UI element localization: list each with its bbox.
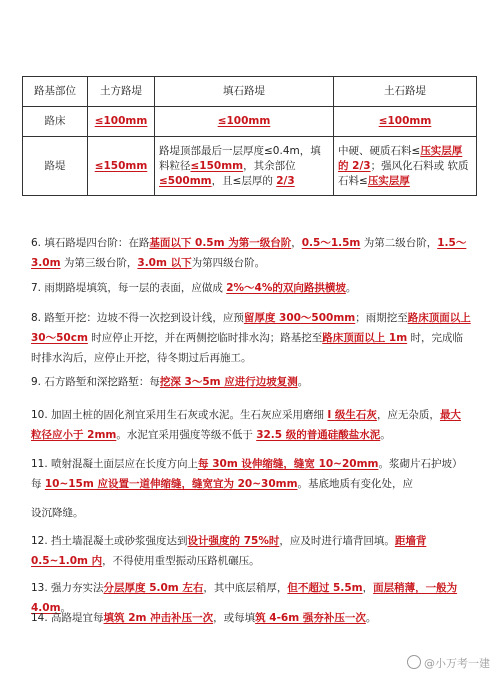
table-row-bed — [23, 107, 477, 137]
table-row-embankment — [23, 137, 477, 196]
item-12: 12. 挡土墙混凝土或砂浆强度达到设计强度的 75%时，应及时进行墙背回填。距墙背 0.5~1.0m 内，不得使用重型振动压路机碾压。 — [31, 535, 427, 567]
cell-bed-soil: ≤100mm — [94, 115, 148, 127]
table-header-row — [23, 77, 477, 107]
header-rock: 填石路堤 — [155, 77, 334, 107]
cell-bed-rock: ≤100mm — [217, 115, 271, 127]
watermark — [407, 655, 490, 671]
watermark-logo-icon — [407, 655, 421, 669]
item-11-continued: 设沉降缝。 — [31, 507, 84, 519]
item-7: 7. 雨期路堤填筑，每一层的表面，应做成 2%～4%的双向路拱横坡。 — [31, 282, 357, 294]
item-8: 8. 路堑开挖：边坡不得一次挖到设计线，应预留厚度 300～500mm；雨期挖至路床顶面以上 30～50cm 时应停止开挖，并在两侧挖临时排水沟；路基挖至路床顶面以上 1m 时，完成临时排水沟后，应停止开挖，待冬期过后再施工。 — [31, 312, 471, 364]
cell-emb-rock: 路堤顶部最后一层厚度≤0.4m，填料粒径≤150mm，其余部位≤500mm，且≤层厚的 2/3 — [155, 137, 334, 196]
cell-emb-soil: ≤150mm — [94, 159, 148, 172]
item-11: 11. 喷射混凝土面层应在长度方向上每 30m 设伸缩缝，缝宽 10~20mm。浆砌片石护坡）每 10~15m 应设置一道伸缩缝，缝宽宜为 20~30mm。基底地质有变化处，应 — [31, 458, 463, 490]
cell-emb-label: 路堤 — [23, 137, 88, 196]
cell-bed-earth-rock: ≤100mm — [378, 115, 432, 127]
item-10: 10. 加固土桩的固化剂宜采用生石灰或水泥。生石灰应采用磨细 I 级生石灰，应无杂质，最大粒径应小于 2mm。水泥宜采用强度等级不低于 32.5 级的普通硅酸盐水泥。 — [31, 409, 461, 441]
item-14: 14. 高路堤宜每填筑 2m 冲击补压一次，或每填筑 4-6m 强夯补压一次。 — [31, 612, 377, 624]
cell-emb-earth-rock: 中硬、硬质石料≤压实层厚的 2/3；强风化石料或 软质石料≤压实层厚 — [334, 137, 477, 196]
watermark-text: @小万考一建 — [424, 657, 490, 670]
item-13: 13. 强力夯实法分层厚度 5.0m 左右，其中底层稍厚，但不超过 5.5m，面层稍薄，一般为 4.0m。 — [31, 582, 458, 614]
item-6: 6. 填石路堤四台阶：在路基面以下 0.5m 为第一级台阶，0.5～1.5m 为第二级台阶，1.5～3.0m 为第三级台阶，3.0m 以下为第四级台阶。 — [31, 237, 467, 269]
header-part: 路基部位 — [23, 77, 88, 107]
header-earth-rock: 土石路堤 — [334, 77, 477, 107]
cell-bed-label: 路床 — [23, 107, 88, 137]
header-soil: 土方路堤 — [88, 77, 155, 107]
compaction-thickness-table — [22, 76, 477, 196]
item-9: 9. 石方路堑和深挖路堑：每挖深 3～5m 应进行边坡复测。 — [31, 376, 309, 388]
